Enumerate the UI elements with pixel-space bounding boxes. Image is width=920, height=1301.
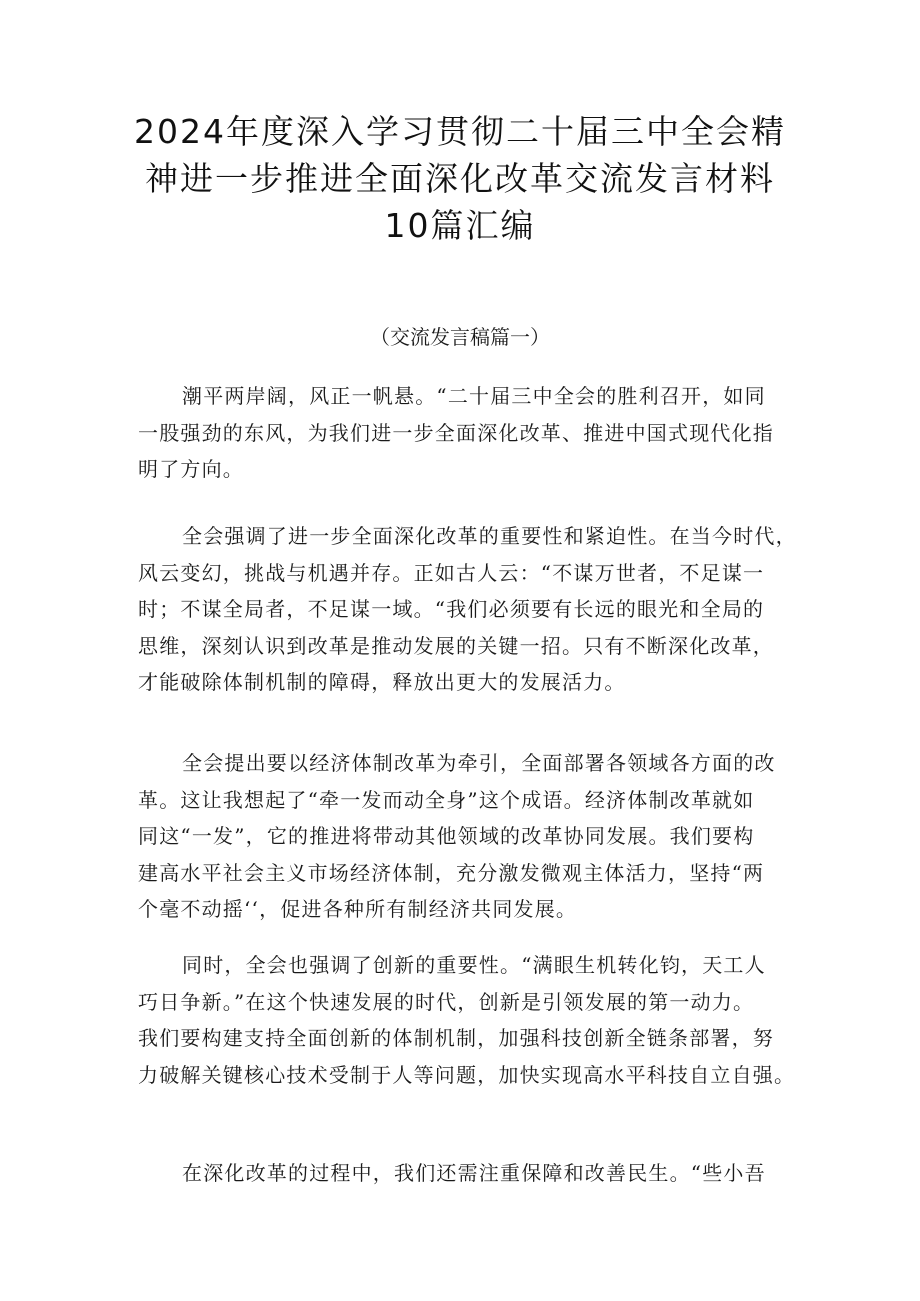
paragraph-line: 建高水平社会主义市场经济体制，充分激发微观主体活力，坚持“两 xyxy=(138,860,765,885)
paragraph-line: 潮平两岸阔，风正一帆悬。“二十届三中全会的胜利召开，如同 xyxy=(182,384,766,408)
paragraph-line: 革。这让我想起了“牵一发而动全身”这个成语。经济体制改革就如 xyxy=(138,787,755,812)
paragraph-line: 全会提出要以经济体制改革为牵引，全面部署各领域各方面的改 xyxy=(182,751,776,775)
paragraph-line: 个毫不动摇‘‘，促进各种所有制经济共同发展。 xyxy=(138,897,578,921)
paragraph-line: 明了方向。 xyxy=(138,457,244,481)
paragraph-line: 在深化改革的过程中，我们还需注重保障和改善民生。“些小吾 xyxy=(182,1161,766,1185)
paragraph-1 xyxy=(138,378,818,488)
paragraph-line: 风云变幻，挑战与机遇并存。正如古人云：“不谋万世者，不足谋一 xyxy=(138,560,765,585)
paragraph-line: 才能破除体制机制的障碍，释放出更大的发展活力。 xyxy=(138,670,626,694)
paragraph-line: 巧日争新。”在这个快速发展的时代，创新是引领发展的第一动力。 xyxy=(138,989,755,1014)
paragraph-5 xyxy=(138,1155,818,1192)
section-subtitle: （交流发言稿篇一） xyxy=(370,325,550,349)
paragraph-line: 力破解关键核心技术受制于人等问题，加快实现高水平科技自立自强。 xyxy=(138,1062,796,1087)
paragraph-line: 我们要构建支持全面创新的体制机制，加强科技创新全链条部署，努 xyxy=(138,1026,774,1050)
paragraph-line: 全会强调了进一步全面深化改革的重要性和紧迫性。在当今时代， xyxy=(182,524,797,548)
paragraph-line: 时；不谋全局者，不足谋一域。“我们必须要有长远的眼光和全局的 xyxy=(138,597,765,621)
title-line: 10篇汇编 xyxy=(384,206,536,245)
paragraph-line: 思维，深刻认识到改革是推动发展的关键一招。只有不断深化改革， xyxy=(138,633,774,658)
paragraph-line: 同时，全会也强调了创新的重要性。“满眼生机转化钧，天工人 xyxy=(182,953,766,977)
title-line: 2024年度深入学习贯彻二十届三中全会精 xyxy=(134,112,786,151)
paragraph-4 xyxy=(138,947,818,1093)
paragraph-2 xyxy=(138,518,818,701)
title-line: 神进一步推进全面深化改革交流发言材料 xyxy=(145,159,775,198)
document-title xyxy=(120,108,800,249)
paragraph-line: 一股强劲的东风，为我们进一步全面深化改革、推进中国式现代化指 xyxy=(138,420,774,445)
paragraph-line: 同这“一发”，它的推进将带动其他领域的改革协同发展。我们要构 xyxy=(138,824,755,848)
paragraph-3 xyxy=(138,745,818,928)
